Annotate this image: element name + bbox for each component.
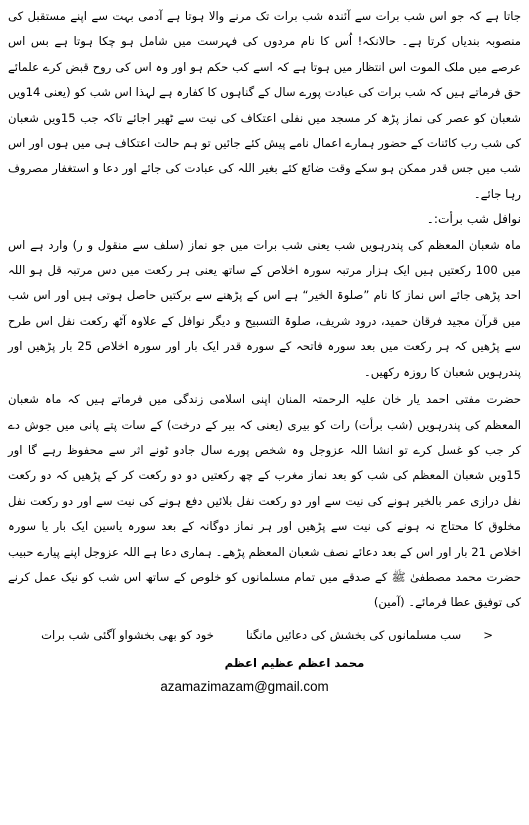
author-name: محمد اعظم عظیم اعظم [224, 655, 365, 670]
couplet-marker: < [483, 627, 493, 642]
nawafil-heading: نوافل شب برأت:۔ [426, 212, 521, 227]
intro-paragraph: جاتا ہے کہ جو اس شب برات سے آئندہ شب برات تک مرنے والا ہوتا ہے آدمی بہت سے اپنے مستقبل کی منصوبہ بندیاں کرتا ہے۔ حالانکہ! اُس کا نام مردوں کی فہرست میں شامل ہو چکا ہوتا ہے بس اس عرصے میں ملک الموت اس انتظار میں ہوتا ہے کہ اسے کب حکم ہو اور وہ اس کی روح قبض کرے علمائے حق فرماتے ہیں کہ شب برات کی عبادت پورے سال کے گناہوں کا کفارہ ہے لہذا اس شب کو (یعنی 14ویں شعبان کو عصر کی نماز پڑھ کر مسجد میں نفلی اعتکاف کی نیت سے ٹھیر اجائے تاکہ جب 15ویں شعبان کی شب رب کائنات کے حضور ہمارے اعمال نامے پیش کئے جائیں تو ہم حالت اعتکاف ہی میں ہوں اور اس شب میں جس قدر ممکن ہو سکے وقت ضائع کئے بغیر اللہ کی عبادت کی جائے اور دعا و استغفار مصروف رہا جائے۔ [8, 9, 521, 201]
couplet-line-one: سب مسلمانوں کی بخشش کی دعائیں مانگنا [245, 627, 462, 642]
mufti-paragraph: حضرت مفتی احمد یار خان علیہ الرحمتہ المنان اپنی اسلامی زندگی میں فرماتے ہیں کہ ماہ شعبان المعظم کی پندرہویں (شب برأت) رات کو بیری (یعنی کہ بیر کے درخت) کے سات پتے پانی میں جوش دے کر جب کو غسل کرے تو انشا اللہ عزوجل وہ شخص پورے سال جادو ٹونے اثر سے محفوظ رہے گا اور 15ویں شعبان المعظم کی شب کو بعد نماز مغرب کے چھ رکعتیں دو دو رکعت کر کے پڑھیں کہ دو رکعت نفل درازی عمر بالخیر ہونے کی نیت سے اور دو رکعت نفل بلائیں دفع ہونے کی نیت سے اور دو رکعت نفل مخلوق کا محتاج نہ ہونے کی نیت سے پڑھیں اور ہر نماز دوگانہ کے بعد سورہ یاسین ایک بار یا سورہ اخلاص 21 بار اور اس کے بعد دعائے نصف شعبان المعظم پڑھے۔ ہماری دعا ہے اللہ عزوجل اپنے پیارے حبیب حضرت محمد مصطفیٰ ﷺ کے صدقے میں تمام مسلمانوں کو خلوص کے ساتھ اس شب کو نیک عمل کرنے کی توفیق عطا فرمائے۔ (آمین) [8, 392, 521, 610]
nawafil-paragraph: ماہ شعبان المعظم کی پندرہویں شب یعنی شب برات میں جو نماز (سلف سے منقول و ر) وارد ہے اس میں 100 رکعتیں ہیں ایک ہزار مرتبہ سورہ اخلاص کے ساتھ یعنی ہر رکعت میں دس مرتبہ قل ہو اللہ احد پڑھی جائے اس نماز کا نام ”صلوۃ الخیر“ ہے اس کے پڑھنے سے برکتیں حاصل ہوتی ہیں اور اس شب میں قرآن مجید فرقان حمید، درود شریف، صلوۃ التسبیح و دیگر نوافل کے علاوہ آٹھ رکعت نفل اس طرح سے پڑھیں کہ ہر رکعت میں بعد سورہ فاتحہ کے سورہ قدر ایک بار اور سورہ اخلاص 25 بار پڑھیں اور پندرہویں شعبان کا روزہ رکھیں۔ [8, 237, 521, 379]
author-email[interactable]: azamazimazam@gmail.com [160, 678, 329, 694]
couplet-line-two: خود کو بھی بخشواو آگئی شب برات [41, 627, 214, 642]
poetry-couplet [8, 622, 521, 648]
